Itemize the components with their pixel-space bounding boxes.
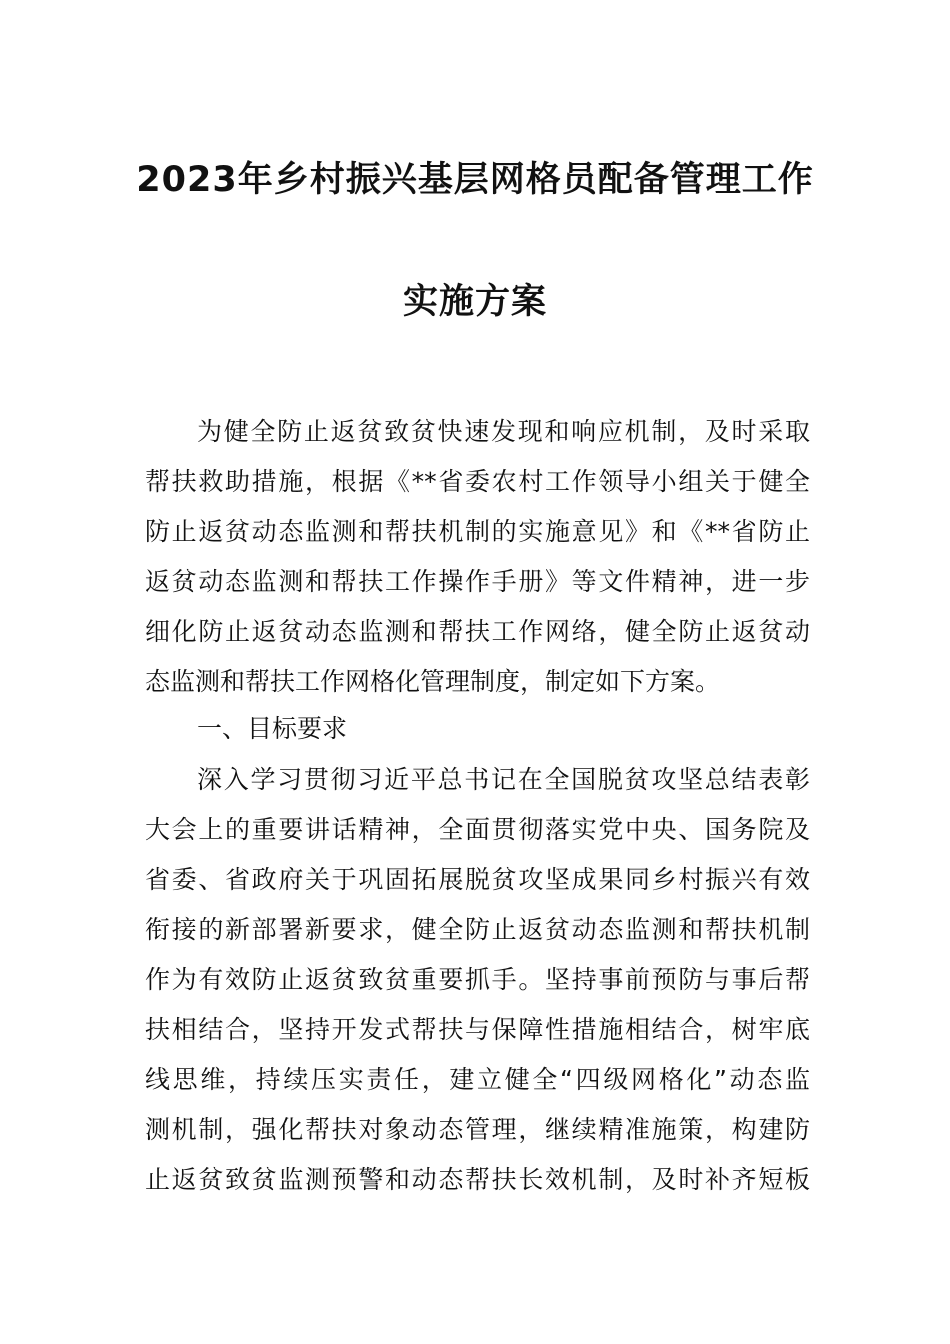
paragraph-line: 大会上的重要讲话精神，全面贯彻落实党中央、国务院及 xyxy=(145,815,810,844)
section-heading-goals: 一、目标要求 xyxy=(197,714,348,743)
paragraph-line: 测机制，强化帮扶对象动态管理，继续精准施策，构建防 xyxy=(145,1115,810,1144)
paragraph-line: 衔接的新部署新要求，健全防止返贫动态监测和帮扶机制 xyxy=(145,915,810,944)
paragraph-line: 深入学习贯彻习近平总书记在全国脱贫攻坚总结表彰 xyxy=(197,765,810,794)
paragraph-line: 细化防止返贫动态监测和帮扶工作网络，健全防止返贫动 xyxy=(145,617,810,646)
paragraph-line: 防止返贫动态监测和帮扶机制的实施意见》和《**省防止 xyxy=(145,517,810,546)
document-title-line-2: 实施方案 xyxy=(402,282,547,322)
paragraph-intro xyxy=(145,407,810,707)
paragraph-line: 态监测和帮扶工作网格化管理制度，制定如下方案。 xyxy=(145,667,721,696)
paragraph-line: 止返贫致贫监测预警和动态帮扶长效机制，及时补齐短板 xyxy=(145,1165,810,1194)
paragraph-line: 为健全防止返贫致贫快速发现和响应机制，及时采取 xyxy=(197,417,810,446)
paragraph-line: 帮扶救助措施，根据《**省委农村工作领导小组关于健全 xyxy=(145,467,810,496)
paragraph-line: 作为有效防止返贫致贫重要抓手。坚持事前预防与事后帮 xyxy=(145,965,810,994)
paragraph-line: 扶相结合，坚持开发式帮扶与保障性措施相结合，树牢底 xyxy=(145,1015,810,1044)
document-title-line-1: 2023年乡村振兴基层网格员配备管理工作 xyxy=(136,160,814,200)
paragraph-goals xyxy=(145,755,810,1205)
paragraph-line: 返贫动态监测和帮扶工作操作手册》等文件精神，进一步 xyxy=(145,567,810,596)
paragraph-line: 线思维，持续压实责任，建立健全“四级网格化”动态监 xyxy=(145,1065,810,1094)
paragraph-line: 省委、省政府关于巩固拓展脱贫攻坚成果同乡村振兴有效 xyxy=(145,865,810,894)
